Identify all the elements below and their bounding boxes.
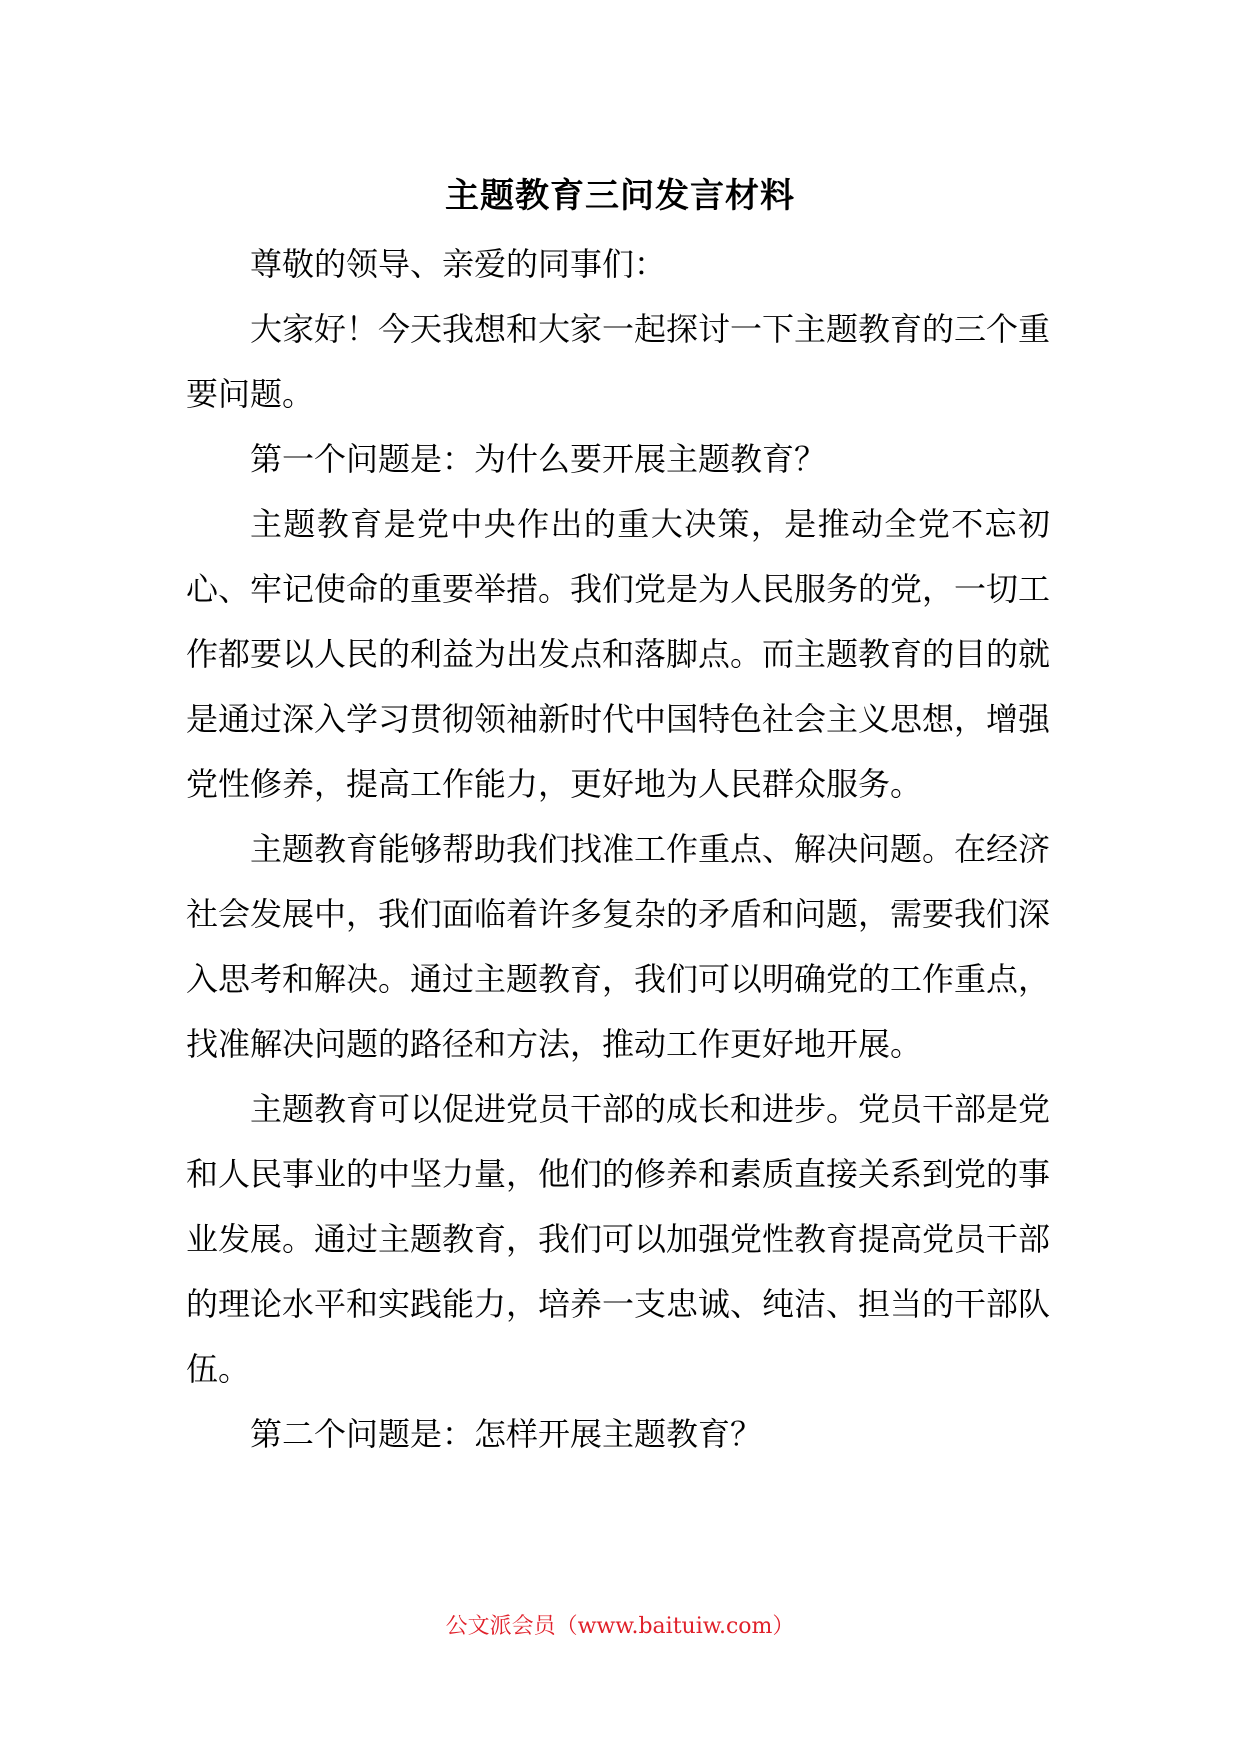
body-paragraph: 主题教育可以促进党员干部的成长和进步。党员干部是党和人民事业的中坚力量，他们的修养和素质直接关系到党的事业发展。通过主题教育，我们可以加强党性教育提高党员干部的理论水平和实践能力，培养一支忠诚、纯洁、担当的干部队伍。 — [186, 1090, 1051, 1388]
footer-watermark: 公文派会员（www.baituiw.com） — [445, 1614, 795, 1639]
body-paragraph: 主题教育能够帮助我们找准工作重点、解决问题。在经济社会发展中，我们面临着许多复杂的矛盾和问题，需要我们深入思考和解决。通过主题教育，我们可以明确党的工作重点，找准解决问题的路径和方法，推动工作更好地开展。 — [186, 830, 1051, 1063]
question-one-heading: 第一个问题是：为什么要开展主题教育？ — [250, 440, 827, 478]
salutation-paragraph: 尊敬的领导、亲爱的同事们： — [250, 245, 667, 283]
document-body — [186, 232, 1050, 1467]
document-title: 主题教育三问发言材料 — [445, 176, 795, 216]
greeting-paragraph: 大家好！今天我想和大家一起探讨一下主题教育的三个重要问题。 — [186, 310, 1051, 413]
body-paragraph: 主题教育是党中央作出的重大决策，是推动全党不忘初心、牢记使命的重要举措。我们党是为人民服务的党，一切工作都要以人民的利益为出发点和落脚点。而主题教育的目的就是通过深入学习贯彻领袖新时代中国特色社会主义思想，增强党性修养，提高工作能力，更好地为人民群众服务。 — [186, 505, 1051, 803]
question-two-heading: 第二个问题是：怎样开展主题教育？ — [250, 1415, 763, 1453]
